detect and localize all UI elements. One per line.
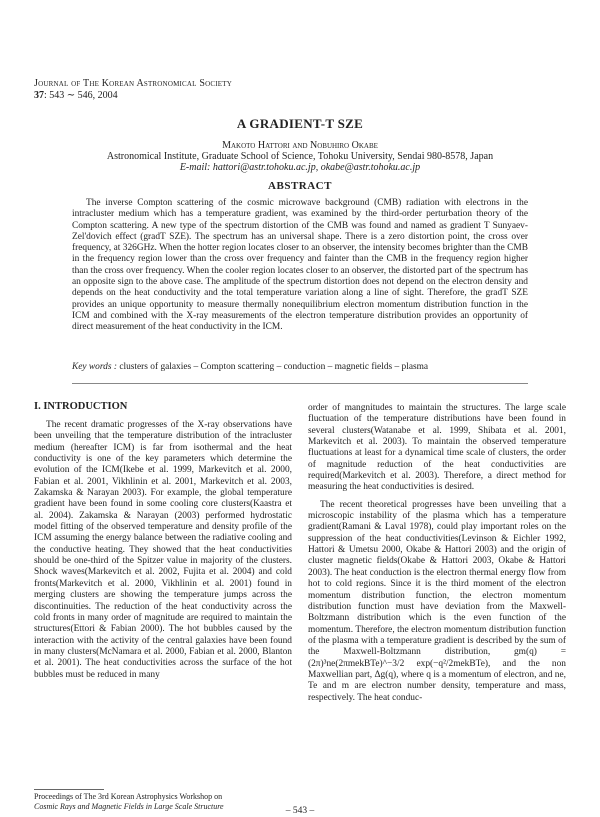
section-heading-introduction: I. INTRODUCTION — [34, 401, 128, 412]
footnote-line-1: Proceedings of The 3rd Korean Astrophysics Workshop on — [34, 792, 223, 801]
right-column-paragraph-2-end: and the non Maxwellian part, Δg(q), where q is a momentum of electron, and ne, Te and m are electron number density, temperature and mass, respectively. The heat conduc- — [308, 658, 566, 703]
paper-email: E-mail: hattori@astr.tohoku.ac.jp, okabe@astr.tohoku.ac.jp — [179, 162, 421, 173]
keywords — [72, 362, 528, 373]
abstract-heading: ABSTRACT — [268, 180, 332, 192]
right-column-paragraph-2-start: The recent theoretical progresses have been unveiling that a microscopic instability of the plasma which has a temperature gradient(Ramani & Laval 1978), could play important roles on the suppression of the heat conductivities(Levinson & Eichler 1992, Hattori & Umetsu 2000, Okabe & Hattori 2003) and the origin of cluster magnetic fields(Okabe & Hattori 2003, Okabe & Hattori 2003). The heat conduction is the electron thermal energy flow from hot to cold regions. Since it is the third moment of the electron momentum distribution function, the electron momentum distribution function must have deviation from the Maxwell-Boltzmann distribution which is the even function of the momentum. Therefore, the electron momentum distribution function of the plasma with a temperature gradient is described by the sum of the Maxwell-Boltzmann distribution, — [308, 499, 566, 658]
footnote-divider — [34, 789, 104, 790]
abstract-text: The inverse Compton scattering of the cosmic microwave background (CMB) radiation with electrons in the intracluster medium which has a temperature gradient, was examined by the third-order perturbation theory of the Compton scattering. A new type of the spectrum distortion of the CMB was found and named as gradient T Sunyaev-Zel'dovich effect (gradT SZE). The spectrum has an universal shape. There is a zero distortion point, the cross over frequency, at 326GHz. When the hotter region locates closer to an observer, the intensity becomes brighter than the CMB in the frequency region lower than the cross over frequency and fainter than the CMB in the frequency region higher than the cross over frequency. When the cooler region locates closer to an observer, the distorted part of the spectrum has an opposite sign to the above case. The amplitude of the spectrum distortion does not depend on the electron density and depends on the heat conductivity and the total temperature variation along a line of sight. Therefore, the gradT SZE provides an unique opportunity to measure thermally nonequilibrium electron momentum distribution function in the ICM and combined with the X-ray measurements of the electron temperature distribution provides an opportunity of direct measurement of the heat conductivity in the ICM. — [72, 198, 528, 333]
left-column-text: The recent dramatic progresses of the X-ray observations have been unveiling that the temperature distribution of the intracluster medium (hereafter ICM) is far from isothermal and the heat conductivity is one of the key parameters which determine the evolution of the ICM(Ikebe et al. 1999, Markevitch et al. 2000, Fabian et al. 2001, Vikhlinin et al. 2001, Markevitch et al. 2003, Zakamska & Narayan 2003). For example, the global temperature gradient have been found in some cooling core clusters(Kaastra et al. 2004). Zakamska & Narayan (2003) performed hydrostatic model fitting of the observed temperature and density profile of the ICM assuming the energy balance between the radiative cooling and the conductive heating. They showed that the heat conductivities should be one-third of the Spitzer value in majority of the clusters. Shock waves(Markevitch et al. 2002, Fujita et al. 2004) and cold fronts(Markevitch et al. 2000, Vikhlinin et al. 2001) found in merging clusters are showing the temperature jumps across the discontinuities. The reduction of the heat conductivity across the cold fronts in many order of magnitude are required to maintain the structures(Ettori & Fabian 2000). The hot bubbles caused by the interaction with the activity of the central galaxies have been found in many clusters(McNamara et al. 2000, Fabian et al. 2000, Blanton et al. 2001). The heat conductivities across the surface of the hot bubbles must be reduced in many — [34, 420, 292, 680]
maxwell-boltzmann-formula: gm(q) = (2π)³ne(2πmekBTe)^−3/2 exp(−q²/2mekBTe), — [308, 647, 566, 669]
footnote-line-2: Cosmic Rays and Magnetic Fields in Large Scale Structure — [34, 802, 224, 811]
journal-pages: : 543 ∼ 546, 2004 — [44, 90, 118, 101]
paper-affiliation: Astronomical Institute, Graduate School of Science, Tohoku University, Sendai 980-8578, Japan — [106, 151, 494, 162]
right-column-paragraph-1: order of mangnitudes to maintain the structures. The large scale fluctuation of the temperature distributions have been found in several clusters(Watanabe et al. 1999, Shibata et al. 2001, Markevitch et al. 2003). To maintain the observed temperature fluctuations at least for a dynamical time scale of clusters, the order of magnitude reduction of the heat conductivities are required(Markevitch et al. 2003). Therefore, a direct method for measuring the heat conductivities is desired. — [308, 403, 566, 493]
keywords-text: clusters of galaxies – Compton scattering – conduction – magnetic fields – plasma — [116, 362, 429, 372]
right-column — [308, 403, 566, 710]
right-column-paragraph-2 — [308, 500, 566, 704]
page-number: – 543 – — [285, 806, 315, 816]
keywords-label: Key words : — [72, 362, 117, 372]
journal-volume-line — [34, 90, 232, 102]
paper-authors: Makoto Hattori and Nobuhiro Okabe — [222, 140, 378, 151]
paper-title: A GRADIENT-T SZE — [236, 116, 364, 131]
journal-name: Journal of The Korean Astronomical Society — [34, 78, 232, 89]
journal-volume: 37 — [34, 90, 44, 101]
journal-header — [34, 78, 232, 102]
abstract-divider — [72, 383, 528, 384]
